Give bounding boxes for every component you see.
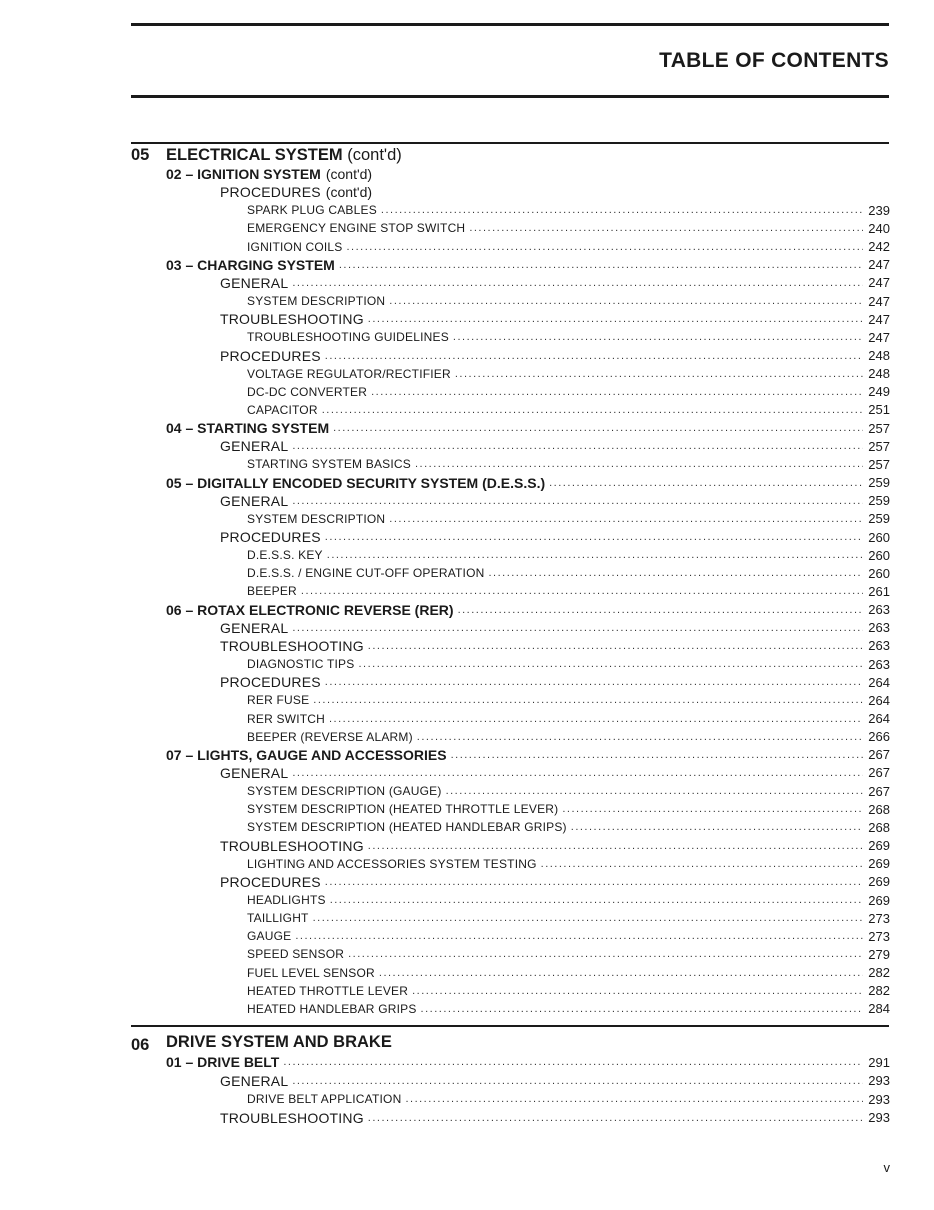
- dot-leader: [389, 510, 863, 528]
- toc-entry-page: 261: [868, 583, 890, 599]
- top-rule: [131, 23, 889, 26]
- dot-leader: [368, 637, 863, 655]
- section-title: [166, 1033, 392, 1052]
- toc-entry-level-1: [0, 419, 890, 437]
- toc-entry-page: 269: [868, 892, 890, 908]
- toc-entry-level-1: [0, 746, 890, 764]
- toc-entry-page: 266: [868, 729, 890, 745]
- toc-entry-label: DRIVE BELT APPLICATION: [247, 1092, 402, 1106]
- toc-entry-label: SYSTEM DESCRIPTION: [247, 294, 386, 309]
- dot-leader: [453, 328, 863, 346]
- toc-entry-level-3: [0, 564, 890, 582]
- toc-entry-label: IGNITION COILS: [247, 239, 343, 254]
- toc-entry-level-3: [0, 891, 890, 909]
- toc-entry-label: 02 – IGNITION SYSTEM: [166, 166, 321, 182]
- toc-entry-level-3: [0, 655, 890, 673]
- toc-entry-page: 264: [868, 692, 890, 708]
- toc-entry-level-3: [0, 855, 890, 873]
- toc-entry-page: 257: [868, 420, 890, 436]
- toc-entry-page: 257: [868, 456, 890, 472]
- toc-entry-page: 282: [868, 965, 890, 981]
- toc-entry-label: SPARK PLUG CABLES: [247, 203, 377, 218]
- toc-entry-level-3: [0, 782, 890, 800]
- toc-entry-page: 247: [868, 293, 890, 309]
- toc-entry-label: PROCEDURES: [220, 529, 321, 545]
- dot-leader: [381, 201, 863, 219]
- toc-entry-page: 273: [868, 910, 890, 926]
- dot-leader: [358, 655, 863, 673]
- toc-entry-level-3: [0, 219, 890, 237]
- dot-leader: [412, 982, 863, 1000]
- dot-leader: [292, 437, 863, 455]
- toc-entry-level-2: [0, 347, 890, 365]
- toc-entry-label: PROCEDURES: [220, 674, 321, 691]
- section-title-text: DRIVE SYSTEM AND BRAKE: [166, 1033, 392, 1051]
- toc-entry-label: BEEPER (REVERSE ALARM): [247, 729, 413, 744]
- toc-entry-level-3: [0, 964, 890, 982]
- toc-entry-label: SPEED SENSOR: [247, 947, 345, 962]
- toc-entry-label: FUEL LEVEL SENSOR: [247, 965, 375, 980]
- dot-leader: [368, 837, 863, 855]
- toc-entry-level-2: [0, 637, 890, 655]
- toc-entry-level-1: [0, 1053, 890, 1071]
- toc-entry-page: 240: [868, 220, 890, 236]
- dot-leader: [458, 601, 863, 619]
- toc-entry-level-2: [0, 764, 890, 782]
- dot-leader: [330, 891, 863, 909]
- section-rule: [131, 142, 889, 144]
- dot-leader: [417, 728, 863, 746]
- toc-entry-page: 268: [868, 801, 890, 817]
- toc-entry-page: 293: [868, 1073, 890, 1088]
- section-rule: [131, 1025, 889, 1027]
- toc-entry-label: CAPACITOR: [247, 402, 318, 417]
- dot-leader: [292, 492, 863, 510]
- toc-entry-label: GENERAL: [220, 764, 289, 781]
- toc-entry-label: TAILLIGHT: [247, 911, 309, 926]
- section-number: 06: [131, 1036, 150, 1054]
- dot-leader: [292, 619, 863, 637]
- toc-entry-level-3: [0, 1090, 890, 1108]
- toc-entry-label: SYSTEM DESCRIPTION (GAUGE): [247, 784, 442, 799]
- toc-entry-page: 284: [868, 1001, 890, 1017]
- toc-entry-label: 04 – STARTING SYSTEM: [166, 420, 330, 437]
- dot-leader: [346, 238, 863, 256]
- toc-entry-level-2: [0, 1109, 890, 1127]
- toc-entry-level-1: [0, 256, 890, 274]
- dot-leader: [313, 909, 863, 927]
- dot-leader: [379, 964, 863, 982]
- toc-entry-page: 248: [868, 348, 890, 363]
- toc-entry-page: 247: [868, 329, 890, 345]
- toc-entry-label: 06 – ROTAX ELECTRONIC REVERSE (RER): [166, 601, 454, 618]
- toc-entry-page: 264: [868, 711, 890, 726]
- toc-entry-page: 291: [868, 1054, 890, 1070]
- dot-leader: [368, 310, 863, 328]
- toc-entry-level-3: [0, 909, 890, 927]
- toc-entry-level-2: [0, 274, 890, 292]
- dot-leader: [292, 274, 863, 292]
- toc-entry-level-3: [0, 710, 890, 728]
- dot-leader: [415, 455, 863, 473]
- toc-entry-level-2: [0, 437, 890, 455]
- toc-entry-label: 03 – CHARGING SYSTEM: [166, 256, 335, 273]
- toc-entry-page: 263: [868, 638, 890, 654]
- toc-entry-label: HEATED HANDLEBAR GRIPS: [247, 1001, 417, 1016]
- dot-leader: [292, 1072, 863, 1090]
- toc-entry-level-2: [0, 528, 890, 546]
- dot-leader: [339, 256, 863, 274]
- toc-entry-level-3: [0, 401, 890, 419]
- dot-leader: [295, 927, 863, 945]
- toc-entry-page: 263: [868, 656, 890, 672]
- toc-entry-level-3: [0, 927, 890, 945]
- toc-entry-level-3: [0, 818, 890, 836]
- dot-leader: [488, 564, 863, 582]
- dot-leader: [451, 746, 863, 764]
- toc-entry-level-3: [0, 945, 890, 963]
- dot-leader: [292, 764, 863, 782]
- toc-entry-label: 07 – LIGHTS, GAUGE AND ACCESSORIES: [166, 746, 447, 763]
- toc-entry-label: EMERGENCY ENGINE STOP SWITCH: [247, 221, 466, 236]
- toc-entry-label: GENERAL: [220, 1072, 289, 1089]
- toc-entry-level-2: [0, 619, 890, 637]
- section-number: 05: [131, 146, 150, 164]
- toc-entry-page: 260: [868, 547, 890, 563]
- dot-leader: [571, 818, 863, 836]
- toc-entry-label: 01 – DRIVE BELT: [166, 1054, 280, 1070]
- toc-entry-page: 259: [868, 475, 890, 491]
- toc-entry-label: GENERAL: [220, 619, 289, 636]
- toc-entry-page: 260: [868, 529, 890, 545]
- toc-entry-label: PROCEDURES: [220, 873, 321, 890]
- toc-entry-page: 267: [868, 783, 890, 799]
- toc-entry-page: 247: [868, 311, 890, 327]
- toc-entry-label: STARTING SYSTEM BASICS: [247, 457, 411, 472]
- dot-leader: [371, 383, 863, 401]
- toc-entry-label: RER SWITCH: [247, 711, 325, 726]
- toc-entry-level-1: [0, 165, 890, 183]
- toc-entry-page: 263: [868, 602, 890, 618]
- toc-entry-label: DC-DC CONVERTER: [247, 384, 368, 399]
- toc-entry-label: TROUBLESHOOTING: [220, 1109, 364, 1126]
- toc-entry-level-2: [0, 492, 890, 510]
- dot-leader: [325, 347, 863, 365]
- toc-entry-level-3: [0, 383, 890, 401]
- toc-entry-label: GENERAL: [220, 438, 289, 455]
- toc-entry-level-3: [0, 201, 890, 219]
- toc-entry-page: 239: [868, 202, 890, 218]
- toc-entry-page: 282: [868, 983, 890, 999]
- toc-entry-page: 251: [868, 402, 890, 418]
- toc-entry-page: 267: [868, 765, 890, 781]
- toc-entry-page: 279: [868, 946, 890, 962]
- toc-entry-suffix: (cont'd): [325, 184, 373, 201]
- dot-leader: [283, 1053, 863, 1071]
- toc-entry-page: 273: [868, 928, 890, 944]
- section-title-text: ELECTRICAL SYSTEM: [166, 146, 343, 164]
- toc-entry-level-3: [0, 691, 890, 709]
- toc-entry-page: 269: [868, 856, 890, 872]
- toc-entry-level-3: [0, 982, 890, 1000]
- toc-entry-page: 268: [868, 819, 890, 835]
- toc-entry-level-3: [0, 800, 890, 818]
- toc-entry-level-1: [0, 474, 890, 492]
- dot-leader: [562, 800, 863, 818]
- dot-leader: [541, 855, 863, 873]
- toc-entry-level-2: [0, 873, 890, 891]
- toc-entry-page: 247: [868, 275, 890, 291]
- toc-entry-page: 249: [868, 384, 890, 400]
- section-title: [166, 146, 402, 165]
- dot-leader: [327, 546, 863, 564]
- toc-entry-label: VOLTAGE REGULATOR/RECTIFIER: [247, 366, 451, 381]
- toc-entry-label: HEATED THROTTLE LEVER: [247, 983, 409, 998]
- toc-entry-label: GENERAL: [220, 274, 289, 291]
- toc-entry-level-3: [0, 365, 890, 383]
- dot-leader: [333, 419, 863, 437]
- toc-entry-page: 269: [868, 838, 890, 854]
- dot-leader: [301, 582, 863, 600]
- toc-entry-label: SYSTEM DESCRIPTION (HEATED HANDLEBAR GRIPS): [247, 820, 567, 835]
- toc-entry-page: 259: [868, 511, 890, 527]
- header-rule: [131, 95, 889, 98]
- toc-entry-page: 247: [868, 257, 890, 273]
- dot-leader: [455, 365, 863, 383]
- toc-entry-label: TROUBLESHOOTING: [220, 637, 364, 654]
- toc-entry-level-3: [0, 582, 890, 600]
- toc-entry-page: 259: [868, 493, 890, 509]
- toc-entry-label: D.E.S.S. KEY: [247, 548, 323, 563]
- dot-leader: [325, 873, 863, 891]
- toc-entry-label: PROCEDURES: [220, 347, 321, 364]
- toc-entry-label: 05 – DIGITALLY ENCODED SECURITY SYSTEM (D.E.S.S.): [166, 474, 546, 491]
- toc-entry-page: 264: [868, 674, 890, 690]
- dot-leader: [549, 474, 863, 492]
- dot-leader: [313, 691, 863, 709]
- dot-leader: [421, 1000, 863, 1018]
- toc-entry-page: 257: [868, 438, 890, 454]
- dot-leader: [469, 219, 863, 237]
- toc-entry-page: 248: [868, 366, 890, 382]
- toc-entry-label: BEEPER: [247, 584, 297, 599]
- toc-entry-level-1: [0, 601, 890, 619]
- toc-entry-label: DIAGNOSTIC TIPS: [247, 657, 355, 672]
- dot-leader: [368, 1109, 863, 1127]
- toc-entry-label: TROUBLESHOOTING: [220, 311, 364, 328]
- toc-entry-level-3: [0, 292, 890, 310]
- page-folio: v: [883, 1160, 890, 1175]
- toc-entry-level-2: [0, 837, 890, 855]
- toc-entry-label: LIGHTING AND ACCESSORIES SYSTEM TESTING: [247, 856, 537, 871]
- toc-entry-label: HEADLIGHTS: [247, 893, 326, 907]
- toc-entry-level-2: [0, 1072, 890, 1090]
- toc-entry-level-3: [0, 1000, 890, 1018]
- toc-entry-level-3: [0, 455, 890, 473]
- toc-entry-level-3: [0, 546, 890, 564]
- toc-entry-level-3: [0, 510, 890, 528]
- toc-entry-page: 293: [868, 1110, 890, 1125]
- toc-entry-label: PROCEDURES: [220, 184, 321, 201]
- toc-entry-page: 269: [868, 874, 890, 890]
- page-title: TABLE OF CONTENTS: [659, 49, 889, 72]
- toc-entry-label: TROUBLESHOOTING GUIDELINES: [247, 330, 449, 345]
- toc-entry-level-3: [0, 728, 890, 746]
- toc-entry-label: GAUGE: [247, 929, 292, 944]
- dot-leader: [322, 401, 863, 419]
- toc-entry-level-3: [0, 328, 890, 346]
- toc-entry-level-2: [0, 673, 890, 691]
- toc-entry-label: SYSTEM DESCRIPTION (HEATED THROTTLE LEVER): [247, 802, 559, 817]
- toc-entry-page: 242: [868, 239, 890, 255]
- toc-entry-page: 267: [868, 747, 890, 763]
- dot-leader: [348, 945, 863, 963]
- toc-entry-level-2: [0, 310, 890, 328]
- dot-leader: [325, 528, 863, 546]
- toc-entry-level-2: [0, 183, 890, 201]
- dot-leader: [405, 1090, 863, 1108]
- toc-entry-level-3: [0, 238, 890, 256]
- toc-entry-suffix: (cont'd): [325, 166, 373, 182]
- dot-leader: [329, 710, 863, 728]
- toc-entry-label: D.E.S.S. / ENGINE CUT-OFF OPERATION: [247, 566, 485, 581]
- toc-entry-page: 260: [868, 565, 890, 581]
- toc-entry-page: 293: [868, 1091, 890, 1107]
- dot-leader: [446, 782, 863, 800]
- toc-entry-label: TROUBLESHOOTING: [220, 837, 364, 854]
- dot-leader: [389, 292, 863, 310]
- toc-entry-page: 263: [868, 620, 890, 636]
- toc-entry-label: RER FUSE: [247, 693, 310, 708]
- toc-entry-label: GENERAL: [220, 492, 289, 509]
- section-title-suffix: (cont'd): [347, 146, 402, 164]
- dot-leader: [325, 673, 863, 691]
- toc-entry-label: SYSTEM DESCRIPTION: [247, 511, 386, 526]
